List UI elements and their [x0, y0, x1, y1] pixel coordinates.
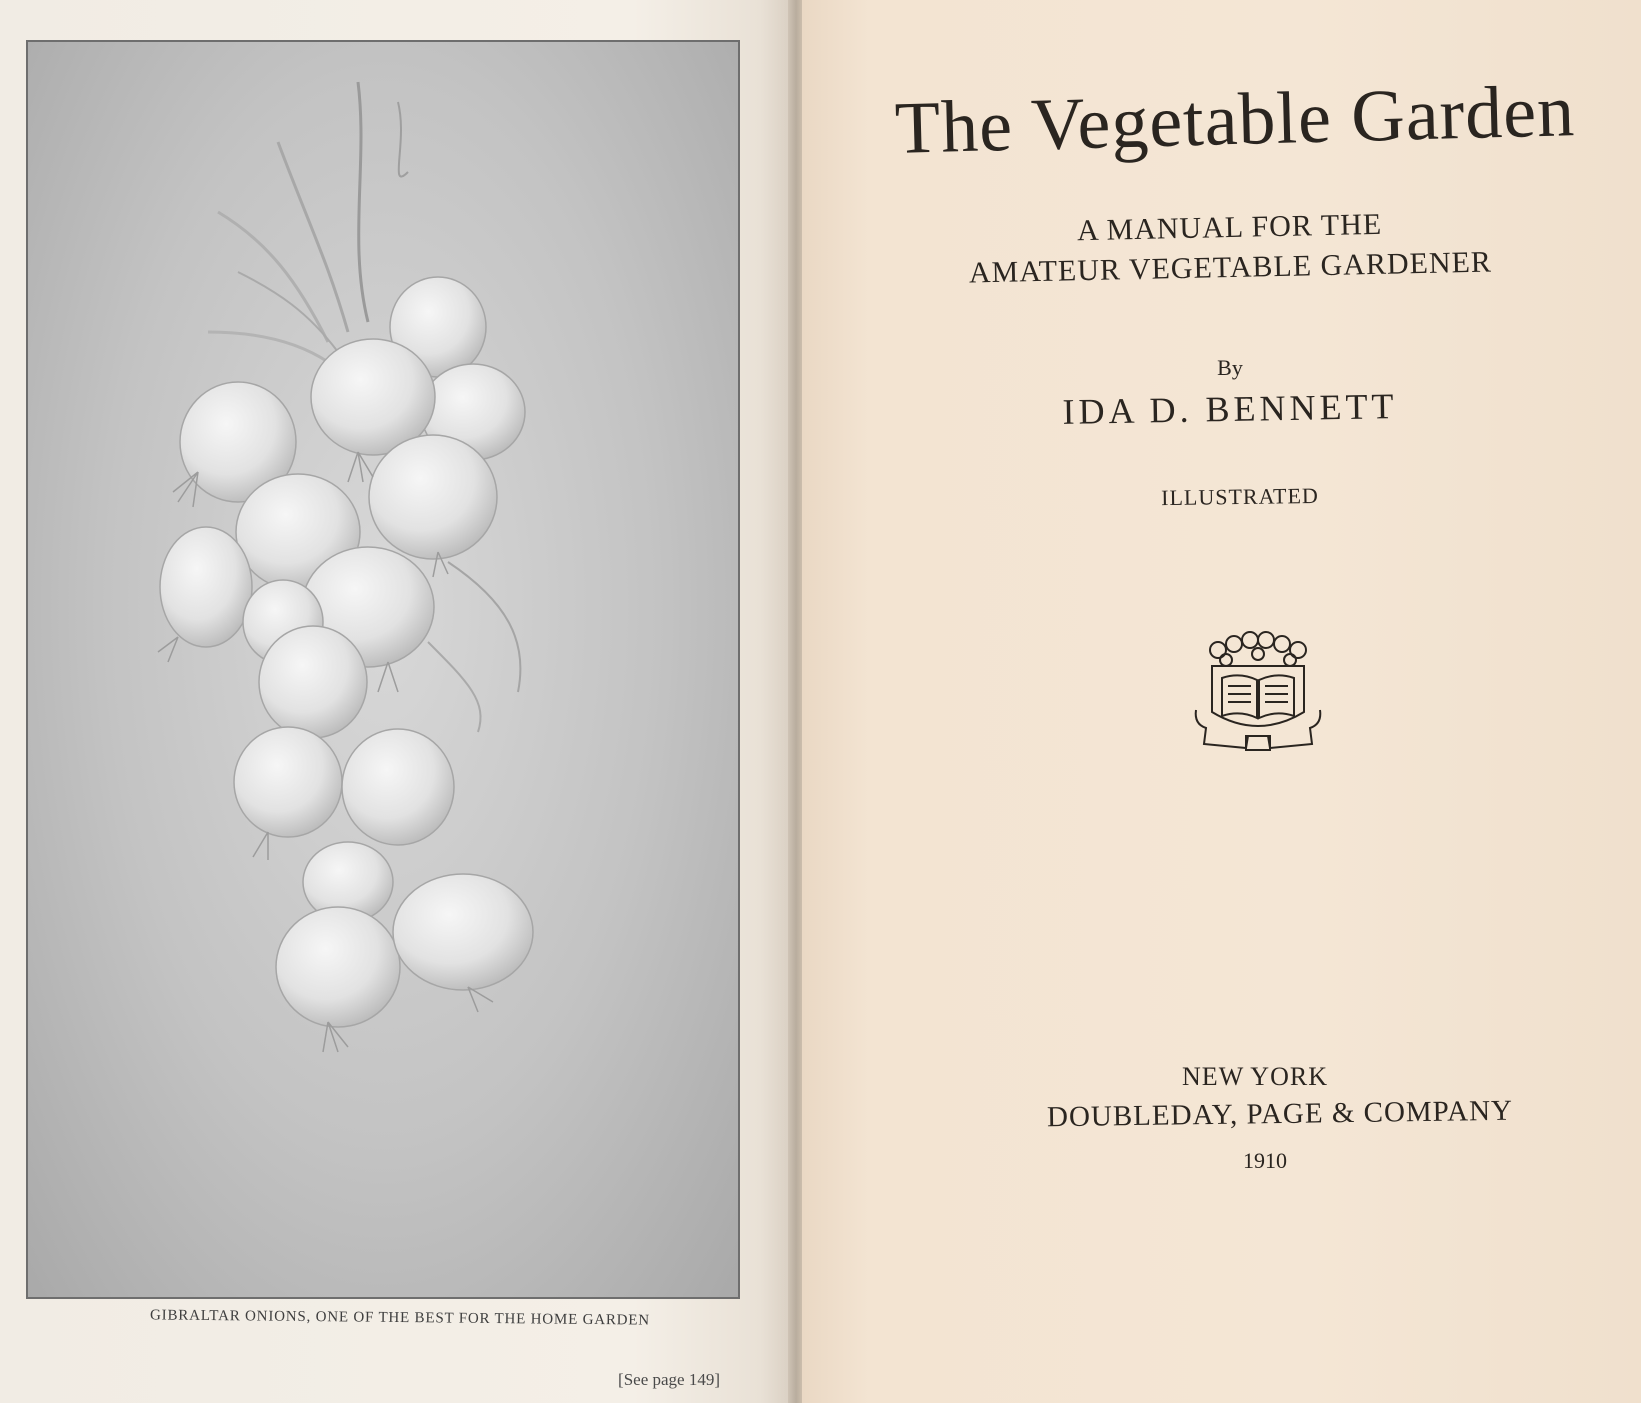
- author-name: IDA D. BENNETT: [1062, 386, 1398, 432]
- onion-plate-photo: [26, 40, 740, 1299]
- subtitle-line-1: A MANUAL FOR THE: [1076, 207, 1383, 248]
- plate-caption: GIBRALTAR ONIONS, ONE OF THE BEST FOR THE HOME GARDEN: [150, 1307, 650, 1329]
- subtitle-line-2: AMATEUR VEGETABLE GARDENER: [968, 245, 1493, 290]
- imprint-city: NEW YORK: [1182, 1062, 1328, 1091]
- by-line: By: [1217, 355, 1243, 380]
- publisher-device-icon: [1188, 628, 1328, 768]
- publication-year: 1910: [1243, 1148, 1287, 1173]
- publisher-name: DOUBLEDAY, PAGE & COMPANY: [1046, 1094, 1514, 1134]
- frontispiece-page: [0, 0, 792, 1403]
- illustrated-note: ILLUSTRATED: [1160, 482, 1319, 511]
- book-title: The Vegetable Garden: [893, 70, 1577, 170]
- onion-string-illustration: [28, 42, 738, 1297]
- page-reference: [See page 149]: [618, 1370, 720, 1389]
- book-subtitle: [919, 202, 1541, 295]
